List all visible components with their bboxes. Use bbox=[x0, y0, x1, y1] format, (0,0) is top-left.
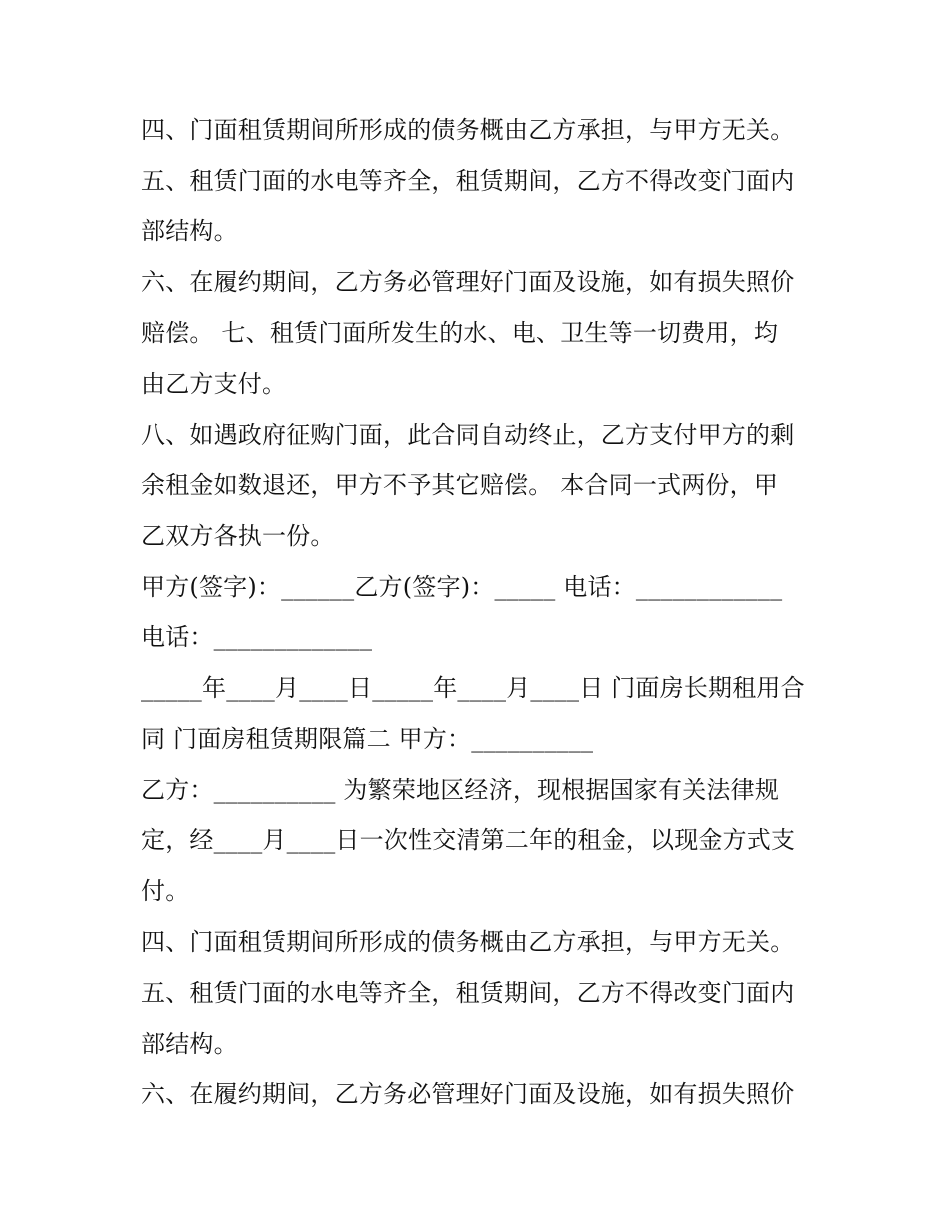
text-line: 部结构。 bbox=[141, 217, 238, 245]
text-line: 六、在履约期间，乙方务必管理好门面及设施，如有损失照价 bbox=[141, 1080, 795, 1108]
text-line: 五、租赁门面的水电等齐全，租赁期间，乙方不得改变门面内 bbox=[141, 979, 795, 1007]
text-line: 由乙方支付。 bbox=[141, 370, 287, 398]
text-line: 乙双方各执一份。 bbox=[141, 522, 335, 550]
phone-line: 电话：_____________ bbox=[141, 623, 373, 651]
date-line: _____年____月____日_____年____月____日 门面房长期租用合 bbox=[141, 674, 805, 702]
signature-line: 甲方(签字)：______乙方(签字)：_____ 电话：____________ bbox=[141, 573, 783, 601]
text-line: 六、在履约期间，乙方务必管理好门面及设施，如有损失照价 bbox=[141, 268, 795, 296]
text-line: 乙方：__________ 为繁荣地区经济，现根据国家有关法律规 bbox=[141, 776, 780, 804]
text-line: 定，经____月____日一次性交清第二年的租金，以现金方式支 bbox=[141, 826, 796, 854]
text-line: 四、门面租赁期间所形成的债务概由乙方承担，与甲方无关。 bbox=[141, 928, 795, 956]
text-line: 部结构。 bbox=[141, 1030, 238, 1058]
text-line: 四、门面租赁期间所形成的债务概由乙方承担，与甲方无关。 bbox=[141, 116, 795, 144]
text-line: 同 门面房租赁期限篇二 甲方：__________ bbox=[141, 725, 594, 753]
text-line: 付。 bbox=[141, 877, 190, 905]
text-line: 八、如遇政府征购门面，此合同自动终止，乙方支付甲方的剩 bbox=[141, 421, 795, 449]
text-line: 五、租赁门面的水电等齐全，租赁期间，乙方不得改变门面内 bbox=[141, 167, 795, 195]
text-line: 余租金如数退还，甲方不予其它赔偿。 本合同一式两份，甲 bbox=[141, 471, 779, 499]
text-line: 赔偿。 七、租赁门面所发生的水、电、卫生等一切费用，均 bbox=[141, 319, 779, 347]
